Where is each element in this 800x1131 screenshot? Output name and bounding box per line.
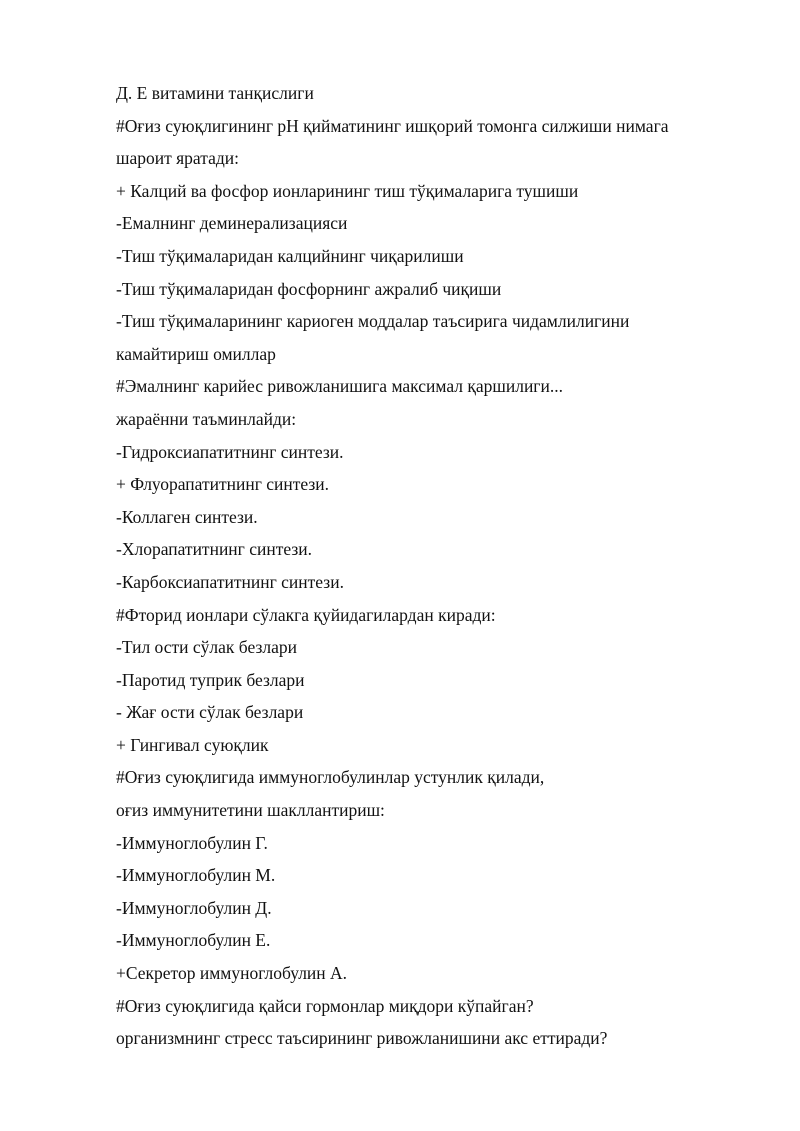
answer-option: -Иммуноглобулин М.	[116, 865, 276, 886]
question-text: #Оғиз суюқлигида иммуноглобулинлар устунлик қилади,	[116, 767, 545, 788]
answer-option: -Тиш тўқималаридан калцийнинг чиқарилиши	[116, 245, 464, 266]
answer-option: -Емалнинг деминерализацияси	[116, 213, 348, 234]
answer-option: - Жағ ости сўлак безлари	[116, 702, 304, 723]
question-text-continuation: организмнинг стресс таъсирининг ривожланишини акс еттиради?	[116, 1028, 608, 1049]
answer-option: -Иммуноглобулин Г.	[116, 832, 268, 853]
question-text-continuation: оғиз иммунитетини шакллантириш:	[116, 800, 385, 821]
answer-option: -Иммуноглобулин Д.	[116, 897, 272, 918]
answer-option: -Паротид туприк безлари	[116, 669, 305, 690]
correct-answer-option: + Флуорапатитнинг синтези.	[116, 474, 330, 495]
question-text-continuation: жараённи таъминлайди:	[116, 408, 297, 429]
answer-option: -Карбоксиапатитнинг синтези.	[116, 571, 344, 592]
answer-option: Д. Е витамини танқислиги	[116, 83, 314, 103]
answer-option: -Тил ости сўлак безлари	[116, 637, 297, 658]
answer-option-continuation: камайтириш омиллар	[116, 343, 276, 364]
answer-option: -Тиш тўқималаридан фосфорнинг ажралиб чиқиши	[116, 278, 502, 299]
answer-option: -Гидроксиапатитнинг синтези.	[116, 441, 344, 462]
question-text: #Фторид ионлари сўлакга қуйидагилардан киради:	[116, 604, 496, 625]
correct-answer-option: +Секретор иммуноглобулин А.	[116, 963, 348, 984]
document-body	[116, 77, 756, 1055]
answer-option: -Тиш тўқималарининг кариоген моддалар таъсирига чидамлилигини	[116, 311, 630, 332]
question-text: #Оғиз суюқлигининг рН қийматининг ишқорий томонга силжиши нимага	[116, 115, 669, 136]
question-text: #Эмалнинг карийес ривожланишига максимал қаршилиги...	[116, 376, 563, 397]
question-text-continuation: шароит яратади:	[116, 148, 240, 169]
correct-answer-option: + Калций ва фосфор ионларининг тиш тўқималарига тушиши	[116, 180, 579, 201]
question-text: #Оғиз суюқлигида қайси гормонлар миқдори кўпайган?	[116, 995, 534, 1016]
answer-option: -Иммуноглобулин Е.	[116, 930, 271, 951]
answer-option: -Коллаген синтези.	[116, 506, 258, 527]
correct-answer-option: + Гингивал суюқлик	[116, 734, 269, 755]
answer-option: -Хлорапатитнинг синтези.	[116, 539, 313, 560]
